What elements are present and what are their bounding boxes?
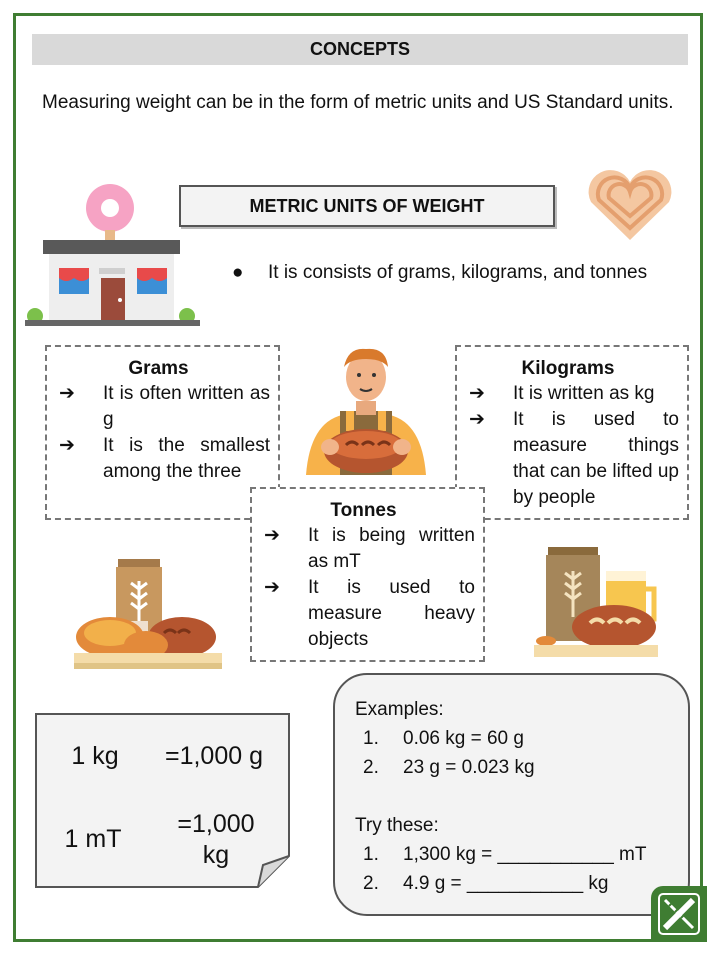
list-item: 1. 0.06 kg = 60 g (363, 728, 524, 749)
list-item: 2. 23 g = 0.023 kg (363, 757, 535, 778)
conversion-value-mt: =1,000 kg (177, 810, 255, 869)
baker-icon (302, 345, 430, 475)
conversion-unit-kg: 1 kg (71, 742, 119, 770)
conversion-value-kg: =1,000 g (164, 742, 263, 770)
bullet-dot: ● (232, 262, 244, 283)
kilograms-box (455, 345, 689, 520)
arrow-icon: ➔ (59, 383, 75, 404)
list-item: ➔ It is being written as mT (264, 525, 475, 572)
page-title: CONCEPTS (32, 34, 688, 65)
list-item: ➔ It is the smallest among the three (59, 435, 270, 482)
kilograms-title: Kilograms (521, 358, 615, 379)
arrow-icon: ➔ (264, 577, 280, 598)
metric-units-heading: METRIC UNITS OF WEIGHT (179, 185, 555, 227)
list-item: 2. 4.9 g = ___________ kg (363, 873, 609, 894)
arrow-icon: ➔ (59, 435, 75, 456)
examples-heading: Examples: (355, 699, 444, 720)
flour-bread-icon (72, 555, 224, 673)
list-item: ➔ It is used to measure things that can be lifted up by people (469, 409, 679, 508)
conversion-note (35, 713, 290, 888)
pencil-ruler-logo-icon (651, 886, 707, 942)
grams-box (45, 345, 280, 520)
list-item: ➔ It is written as kg (457, 381, 679, 407)
examples-box (333, 673, 690, 916)
tonnes-title: Tonnes (330, 500, 397, 521)
metric-bullet-text: It is consists of grams, kilograms, and tonnes (268, 262, 648, 283)
arrow-icon: ➔ (264, 525, 280, 546)
arrow-icon: ➔ (469, 383, 485, 404)
grams-title: Grams (128, 358, 189, 379)
conversion-unit-mt: 1 mT (64, 825, 122, 853)
wheat-beer-bread-icon (532, 545, 660, 660)
arrow-icon: ➔ (469, 409, 485, 430)
list-item: ➔ It is often written as g (59, 383, 270, 430)
list-item: ➔ It is used to measure heavy objects (264, 577, 475, 650)
heart-cookie-icon (585, 170, 675, 242)
intro-text: Measuring weight can be in the form of metric units and US Standard units. (42, 92, 674, 113)
tonnes-box (250, 487, 485, 662)
try-heading: Try these: (355, 815, 439, 836)
bakery-shop-icon (25, 180, 200, 328)
list-item: 1. 1,300 kg = ___________ mT (363, 844, 647, 865)
metric-bullet (232, 260, 678, 286)
